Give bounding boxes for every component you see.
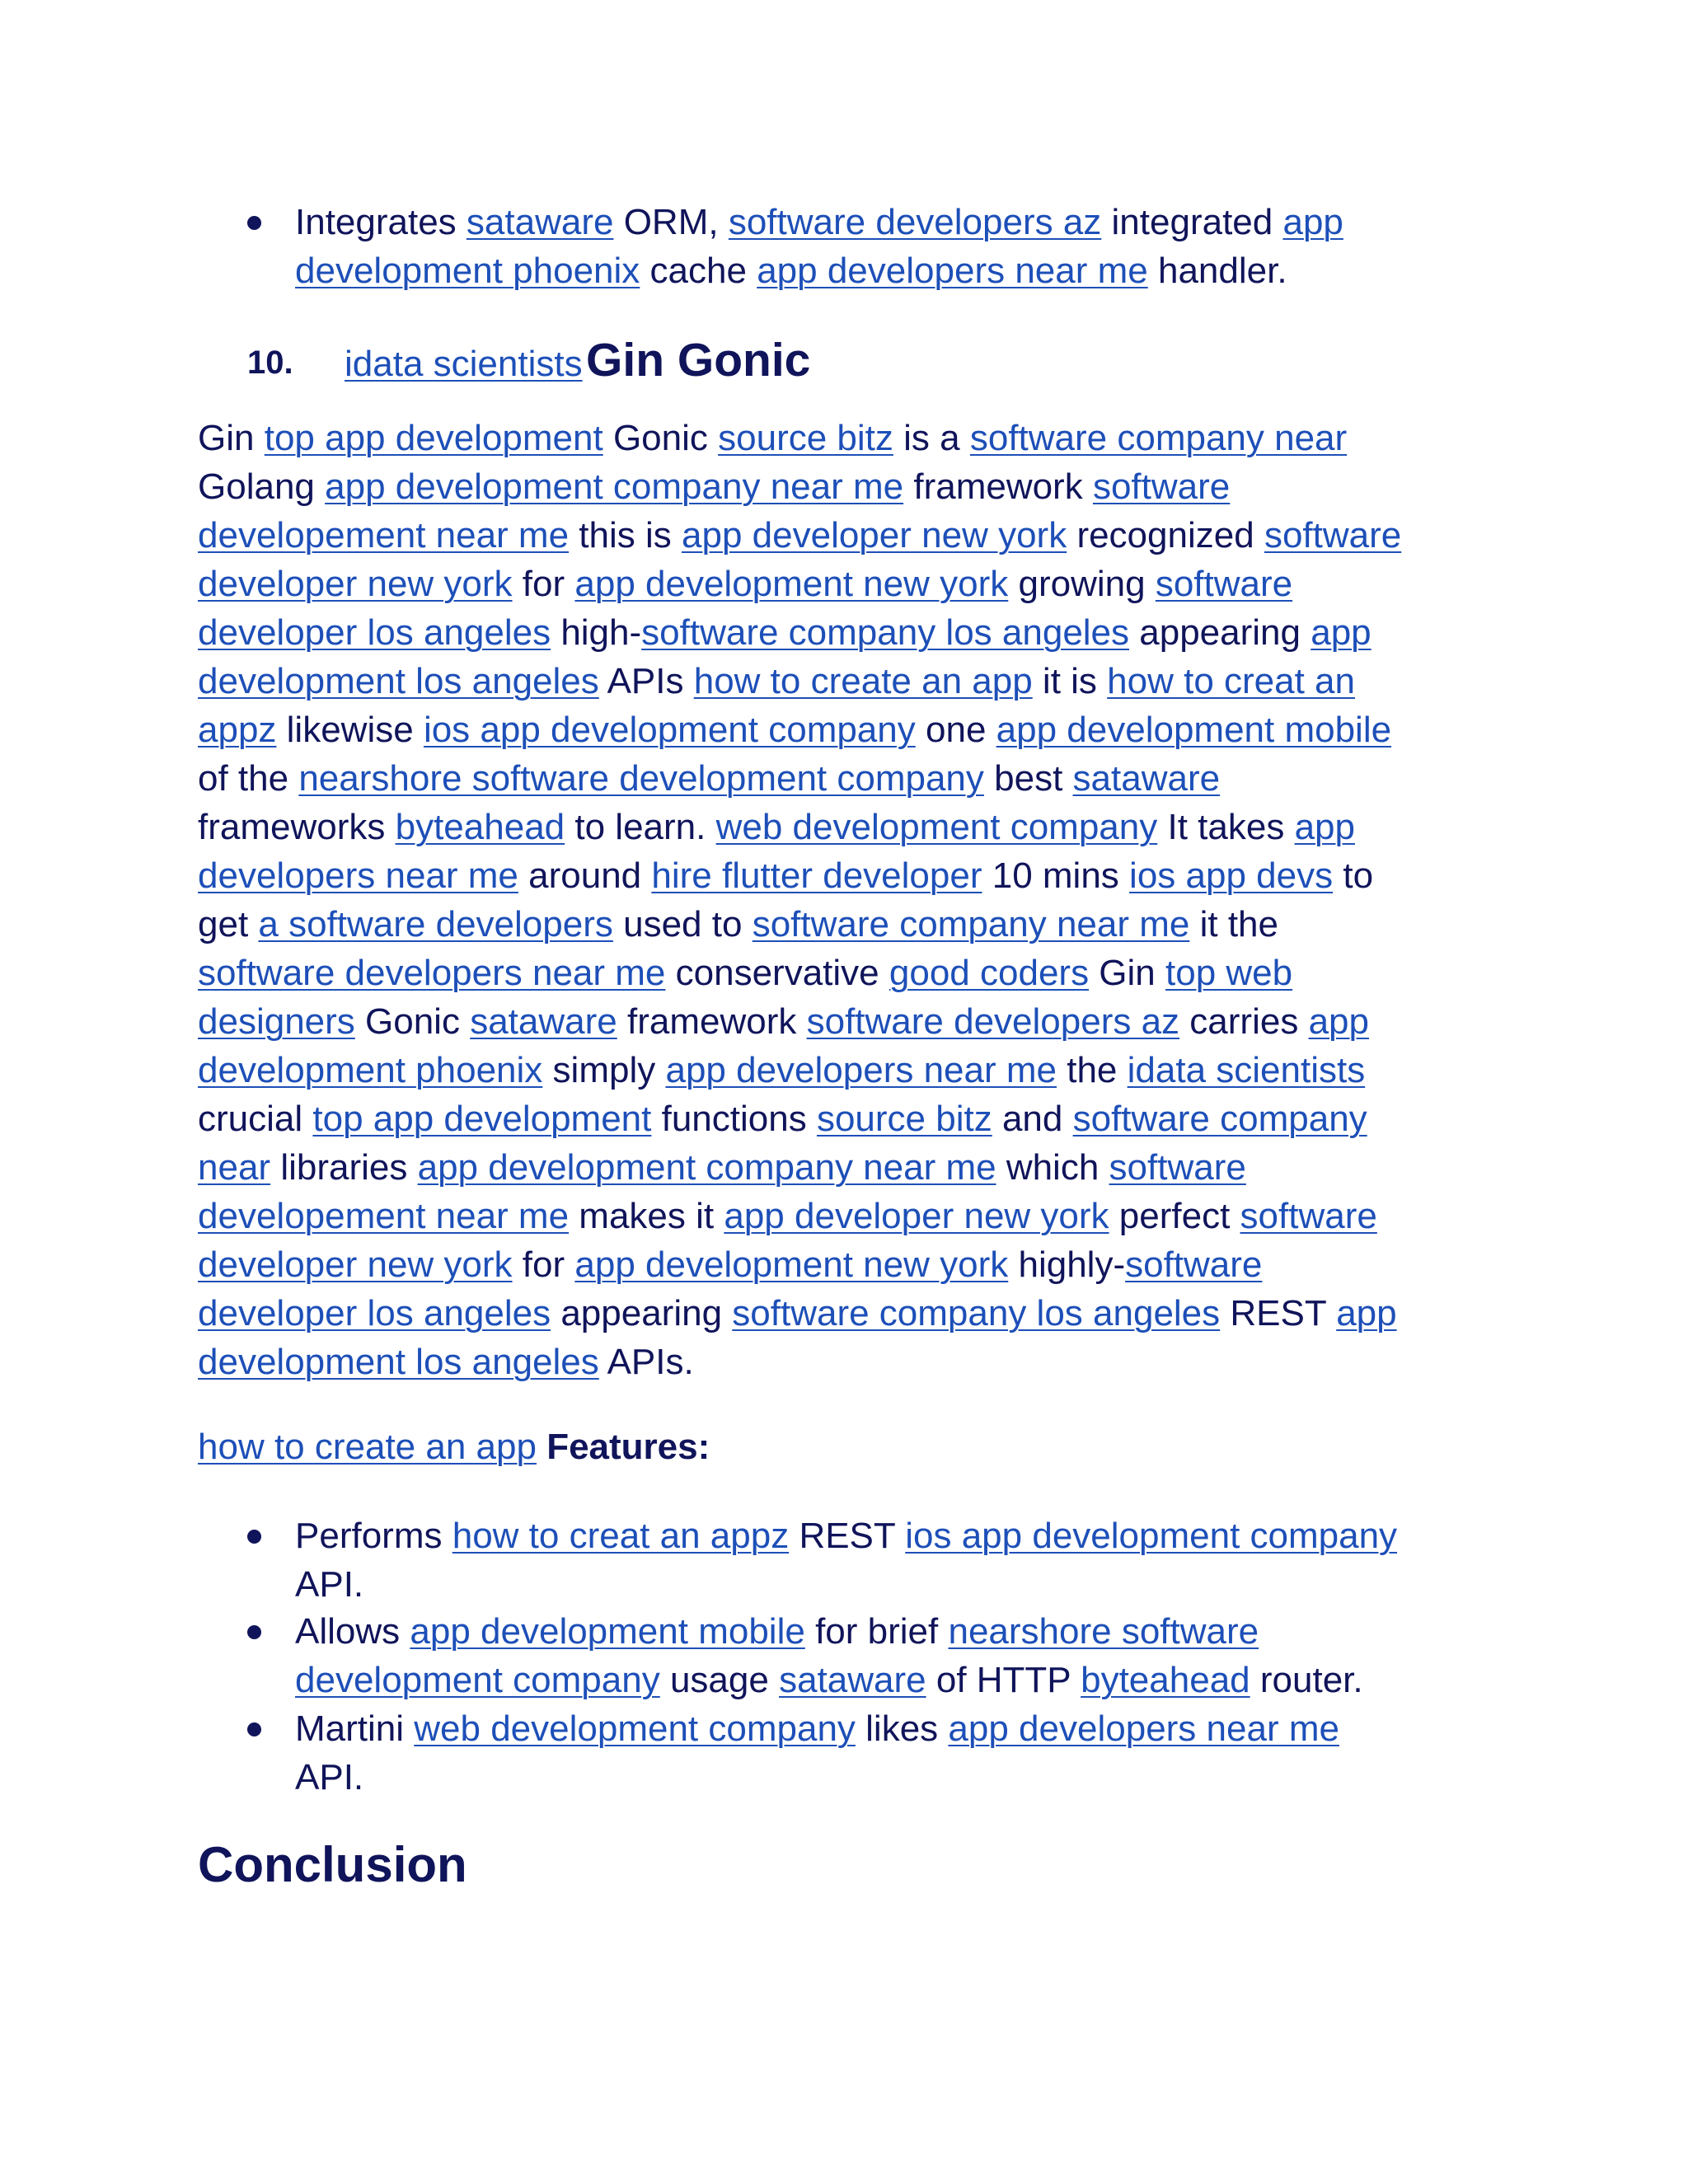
- link[interactable]: software developers near me: [198, 953, 666, 993]
- feature-bullet-1: [295, 1511, 1531, 1609]
- text: recognized: [1076, 515, 1254, 555]
- heading-number: 10.: [247, 344, 293, 381]
- top-bullet-text: [295, 198, 1531, 295]
- text: this is: [579, 515, 672, 555]
- link[interactable]: software: [1240, 1196, 1377, 1236]
- text: get: [198, 904, 249, 944]
- conclusion-heading: Conclusion: [198, 1837, 467, 1892]
- line: [198, 1046, 1533, 1094]
- text: carries: [1189, 1001, 1299, 1042]
- link[interactable]: appz: [198, 710, 277, 750]
- heading-10: [345, 333, 810, 388]
- line: [198, 1338, 1533, 1386]
- heading-title: Gin Gonic: [586, 334, 811, 387]
- link[interactable]: how to create an app: [693, 661, 1033, 701]
- text: perfect: [1118, 1196, 1231, 1236]
- link[interactable]: source bitz: [718, 418, 893, 458]
- link[interactable]: how to creat an appz: [452, 1516, 790, 1556]
- link[interactable]: source bitz: [816, 1099, 992, 1139]
- text: one: [926, 710, 987, 750]
- line: [198, 754, 1533, 803]
- link[interactable]: app developers near me: [948, 1708, 1339, 1749]
- link[interactable]: software company near me: [752, 904, 1190, 944]
- link[interactable]: idata scientists: [1127, 1050, 1366, 1090]
- link[interactable]: good coders: [889, 953, 1090, 993]
- text: Allows: [295, 1611, 401, 1652]
- features-label: Features:: [546, 1427, 710, 1467]
- text: Gonic: [365, 1001, 460, 1042]
- link[interactable]: app development mobile: [410, 1611, 805, 1652]
- link[interactable]: ios app development company: [905, 1516, 1398, 1556]
- text: framework: [913, 466, 1083, 507]
- text: which: [1006, 1147, 1100, 1188]
- line: [198, 1192, 1533, 1240]
- link[interactable]: top web: [1165, 953, 1293, 993]
- link[interactable]: developer los angeles: [198, 612, 551, 653]
- link[interactable]: developer los angeles: [198, 1293, 551, 1333]
- text: APIs.: [607, 1342, 694, 1382]
- text: usage: [669, 1660, 769, 1700]
- link[interactable]: app: [1336, 1293, 1397, 1333]
- text: API.: [295, 1757, 364, 1797]
- text: is a: [903, 418, 960, 458]
- link[interactable]: app developers near me: [665, 1050, 1057, 1090]
- link[interactable]: app: [1294, 807, 1355, 847]
- bullet-marker: [247, 1607, 261, 1656]
- text: it is: [1042, 661, 1097, 701]
- link[interactable]: web development company: [414, 1708, 856, 1749]
- link[interactable]: software developers az: [728, 202, 1102, 242]
- line: [198, 1289, 1533, 1338]
- line: [198, 1143, 1533, 1192]
- link[interactable]: app development new york: [574, 564, 1009, 604]
- link[interactable]: app development new york: [574, 1244, 1009, 1285]
- line: [198, 949, 1533, 997]
- text: growing: [1018, 564, 1146, 604]
- text: high-: [560, 612, 642, 653]
- link[interactable]: nearshore software development company: [298, 758, 984, 799]
- link[interactable]: software company los angeles: [641, 612, 1130, 653]
- line: [198, 851, 1533, 900]
- link[interactable]: software company near: [969, 418, 1348, 458]
- text: appearing: [1139, 612, 1301, 653]
- link[interactable]: software company: [1072, 1099, 1367, 1139]
- text: Integrates: [295, 202, 457, 242]
- text: used to: [623, 904, 743, 944]
- text: functions: [661, 1099, 807, 1139]
- text: Gonic: [612, 418, 708, 458]
- link[interactable]: app: [1308, 1001, 1369, 1042]
- link[interactable]: how to creat an: [1107, 661, 1356, 701]
- text: to: [1343, 855, 1374, 896]
- link[interactable]: development los angeles: [198, 661, 599, 701]
- link[interactable]: app: [1311, 612, 1372, 653]
- link[interactable]: software: [1155, 564, 1293, 604]
- link[interactable]: software: [1264, 515, 1402, 555]
- text: handler.: [1157, 251, 1287, 291]
- link[interactable]: byteahead: [1081, 1660, 1250, 1700]
- line: [198, 657, 1533, 705]
- link[interactable]: software: [1125, 1244, 1263, 1285]
- text: APIs: [607, 661, 684, 701]
- text: API.: [295, 1564, 364, 1605]
- link[interactable]: developer new york: [198, 564, 513, 604]
- link[interactable]: app development mobile: [996, 710, 1392, 750]
- link[interactable]: developement near me: [198, 515, 570, 555]
- link[interactable]: nearshore software: [948, 1611, 1259, 1652]
- text: and: [1001, 1099, 1063, 1139]
- link[interactable]: ios app development company: [423, 710, 916, 750]
- line: [198, 608, 1533, 657]
- text: makes it: [579, 1196, 715, 1236]
- link[interactable]: designers: [198, 1001, 355, 1042]
- text: of HTTP: [935, 1660, 1071, 1700]
- link[interactable]: app developers near me: [757, 251, 1148, 291]
- text: to learn.: [574, 807, 706, 847]
- features-link[interactable]: how to create an app: [198, 1427, 537, 1467]
- heading-link[interactable]: idata scientists: [345, 344, 583, 384]
- text: for: [522, 564, 565, 604]
- line: [198, 900, 1533, 949]
- line: [198, 511, 1533, 560]
- text: integrated: [1111, 202, 1273, 242]
- link[interactable]: a software developers: [258, 904, 613, 944]
- link[interactable]: developers near me: [198, 855, 518, 896]
- link[interactable]: development phoenix: [295, 251, 640, 291]
- text: of the: [198, 758, 289, 799]
- link[interactable]: development company: [295, 1660, 660, 1700]
- text: it the: [1199, 904, 1278, 944]
- link[interactable]: app development company near me: [417, 1147, 996, 1188]
- link[interactable]: ios app devs: [1129, 855, 1334, 896]
- link[interactable]: app developer new york: [682, 515, 1067, 555]
- link[interactable]: sataware: [466, 202, 614, 242]
- text: for brief: [815, 1611, 939, 1652]
- bullet-marker: [247, 198, 261, 246]
- link[interactable]: sataware: [1072, 758, 1221, 799]
- link[interactable]: software developers az: [806, 1001, 1180, 1042]
- line: [198, 1094, 1533, 1143]
- bullet-marker: [247, 1704, 261, 1753]
- features-heading: [198, 1422, 710, 1471]
- link[interactable]: sataware: [779, 1660, 926, 1700]
- link[interactable]: app: [1282, 202, 1343, 242]
- body-paragraph: [198, 414, 1533, 1386]
- line: [198, 462, 1533, 511]
- line: [198, 705, 1533, 754]
- text: framework: [626, 1001, 797, 1042]
- text: simply: [552, 1050, 656, 1090]
- text: Gin: [198, 418, 255, 458]
- text: for: [522, 1244, 565, 1285]
- link[interactable]: app developer new york: [724, 1196, 1109, 1236]
- text: Martini: [295, 1708, 405, 1749]
- text: Performs: [295, 1516, 443, 1556]
- text: It takes: [1167, 807, 1285, 847]
- text: likes: [865, 1708, 939, 1749]
- text: appearing: [560, 1293, 723, 1333]
- text: highly-: [1018, 1244, 1126, 1285]
- feature-bullet-3: [295, 1704, 1531, 1802]
- text: router.: [1259, 1660, 1363, 1700]
- text: best: [994, 758, 1063, 799]
- link[interactable]: developement near me: [198, 1196, 570, 1236]
- link[interactable]: sataware: [470, 1001, 617, 1042]
- text: Gin: [1099, 953, 1156, 993]
- link[interactable]: development phoenix: [198, 1050, 543, 1090]
- text: cache: [649, 251, 747, 291]
- text: frameworks: [198, 807, 386, 847]
- link[interactable]: development los angeles: [198, 1342, 599, 1382]
- link[interactable]: software: [1109, 1147, 1246, 1188]
- line: [198, 414, 1533, 462]
- link[interactable]: top app development: [312, 1099, 652, 1139]
- text: around: [528, 855, 642, 896]
- bullet-marker: [247, 1511, 261, 1560]
- link[interactable]: software: [1092, 466, 1231, 507]
- line: [198, 1240, 1533, 1289]
- text: conservative: [675, 953, 879, 993]
- text: libraries: [280, 1147, 408, 1188]
- text: the: [1067, 1050, 1118, 1090]
- link[interactable]: software company los angeles: [732, 1293, 1221, 1333]
- text: crucial: [198, 1099, 303, 1139]
- link[interactable]: app development company near me: [325, 466, 904, 507]
- line: [198, 560, 1533, 608]
- line: [198, 803, 1533, 851]
- text: Golang: [198, 466, 315, 507]
- text: ORM,: [623, 202, 719, 242]
- link[interactable]: web development company: [715, 807, 1158, 847]
- link[interactable]: developer new york: [198, 1244, 513, 1285]
- link[interactable]: near: [198, 1147, 271, 1188]
- text: 10 mins: [992, 855, 1119, 896]
- link[interactable]: top app development: [264, 418, 603, 458]
- text: REST: [799, 1516, 895, 1556]
- link[interactable]: byteahead: [395, 807, 565, 847]
- text: REST: [1230, 1293, 1326, 1333]
- link[interactable]: hire flutter developer: [651, 855, 982, 896]
- feature-bullet-2: [295, 1607, 1531, 1704]
- text: likewise: [286, 710, 414, 750]
- line: [198, 997, 1533, 1046]
